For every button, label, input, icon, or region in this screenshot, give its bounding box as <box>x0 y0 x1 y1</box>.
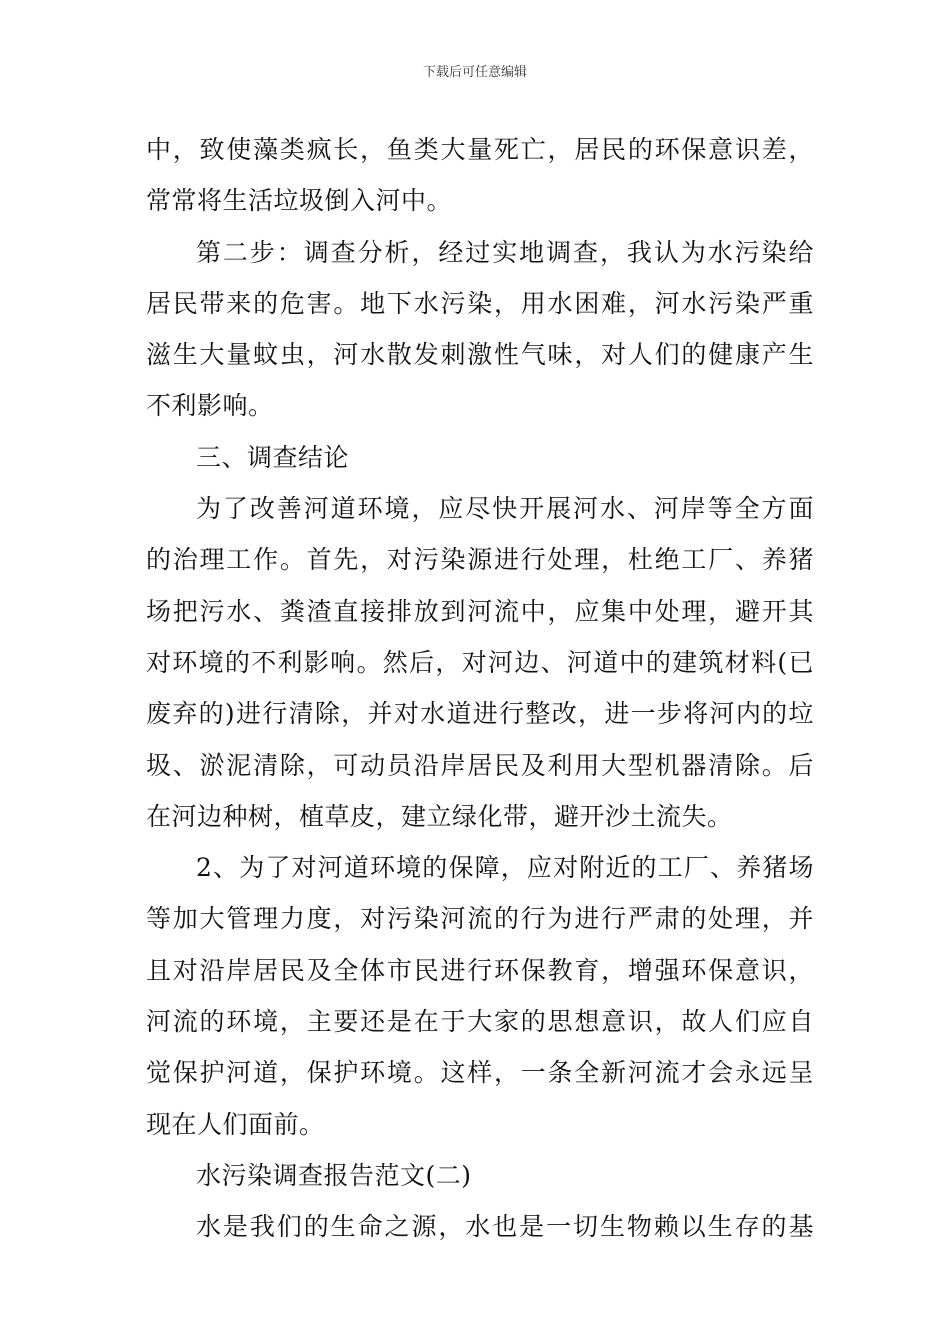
text-line: 水是我们的生命之源，水也是一切生物赖以生存的基 <box>196 1212 814 1242</box>
text-line: 水污染调查报告范文(二) <box>196 1160 472 1190</box>
text-line: 对环境的不利影响。然后，对河边、河道中的建筑材料(已 <box>146 647 814 677</box>
text-line: 为了改善河道环境，应尽快开展河水、河岸等全方面 <box>196 494 814 524</box>
text-line: 圾、淤泥清除，可动员沿岸居民及利用大型机器清除。后 <box>146 750 814 780</box>
text-line: 三、调查结论 <box>196 442 350 472</box>
text-line: 常常将生活垃圾倒入河中。 <box>146 186 453 216</box>
text-line: 且对沿岸居民及全体市民进行环保教育，增强环保意识， <box>146 955 814 985</box>
text-line: 废弃的)进行清除，并对水道进行整改，进一步将河内的垃 <box>146 699 814 729</box>
text-line: 的治理工作。首先，对污染源进行处理，杜绝工厂、养猪 <box>146 545 814 575</box>
text-line: 居民带来的危害。地下水污染，用水困难，河水污染严重 <box>146 288 814 318</box>
document-body <box>146 124 814 1253</box>
text-line: 第二步：调查分析，经过实地调查，我认为水污染给 <box>196 237 814 267</box>
text-line: 在河边种树，植草皮，建立绿化带，避开沙土流失。 <box>146 801 733 831</box>
text-line: 中，致使藻类疯长，鱼类大量死亡，居民的环保意识差， <box>146 135 814 164</box>
text-line: 不利影响。 <box>146 391 274 421</box>
text-line: 等加大管理力度，对污染河流的行为进行严肃的处理，并 <box>146 904 814 934</box>
text-line: 觉保护河道，保护环境。这样，一条全新河流才会永远呈 <box>146 1058 814 1088</box>
text-line: 现在人们面前。 <box>146 1109 325 1139</box>
text-line: 场把污水、粪渣直接排放到河流中，应集中处理，避开其 <box>146 596 814 626</box>
text-line: 2、为了对河道环境的保障，应对附近的工厂、养猪场 <box>196 853 814 883</box>
text-line: 滋生大量蚊虫，河水散发刺激性气味，对人们的健康产生 <box>146 340 814 370</box>
text-line: 河流的环境，主要还是在于大家的思想意识，故人们应自 <box>146 1007 814 1037</box>
page-header: 下载后可任意编辑 <box>422 65 527 80</box>
